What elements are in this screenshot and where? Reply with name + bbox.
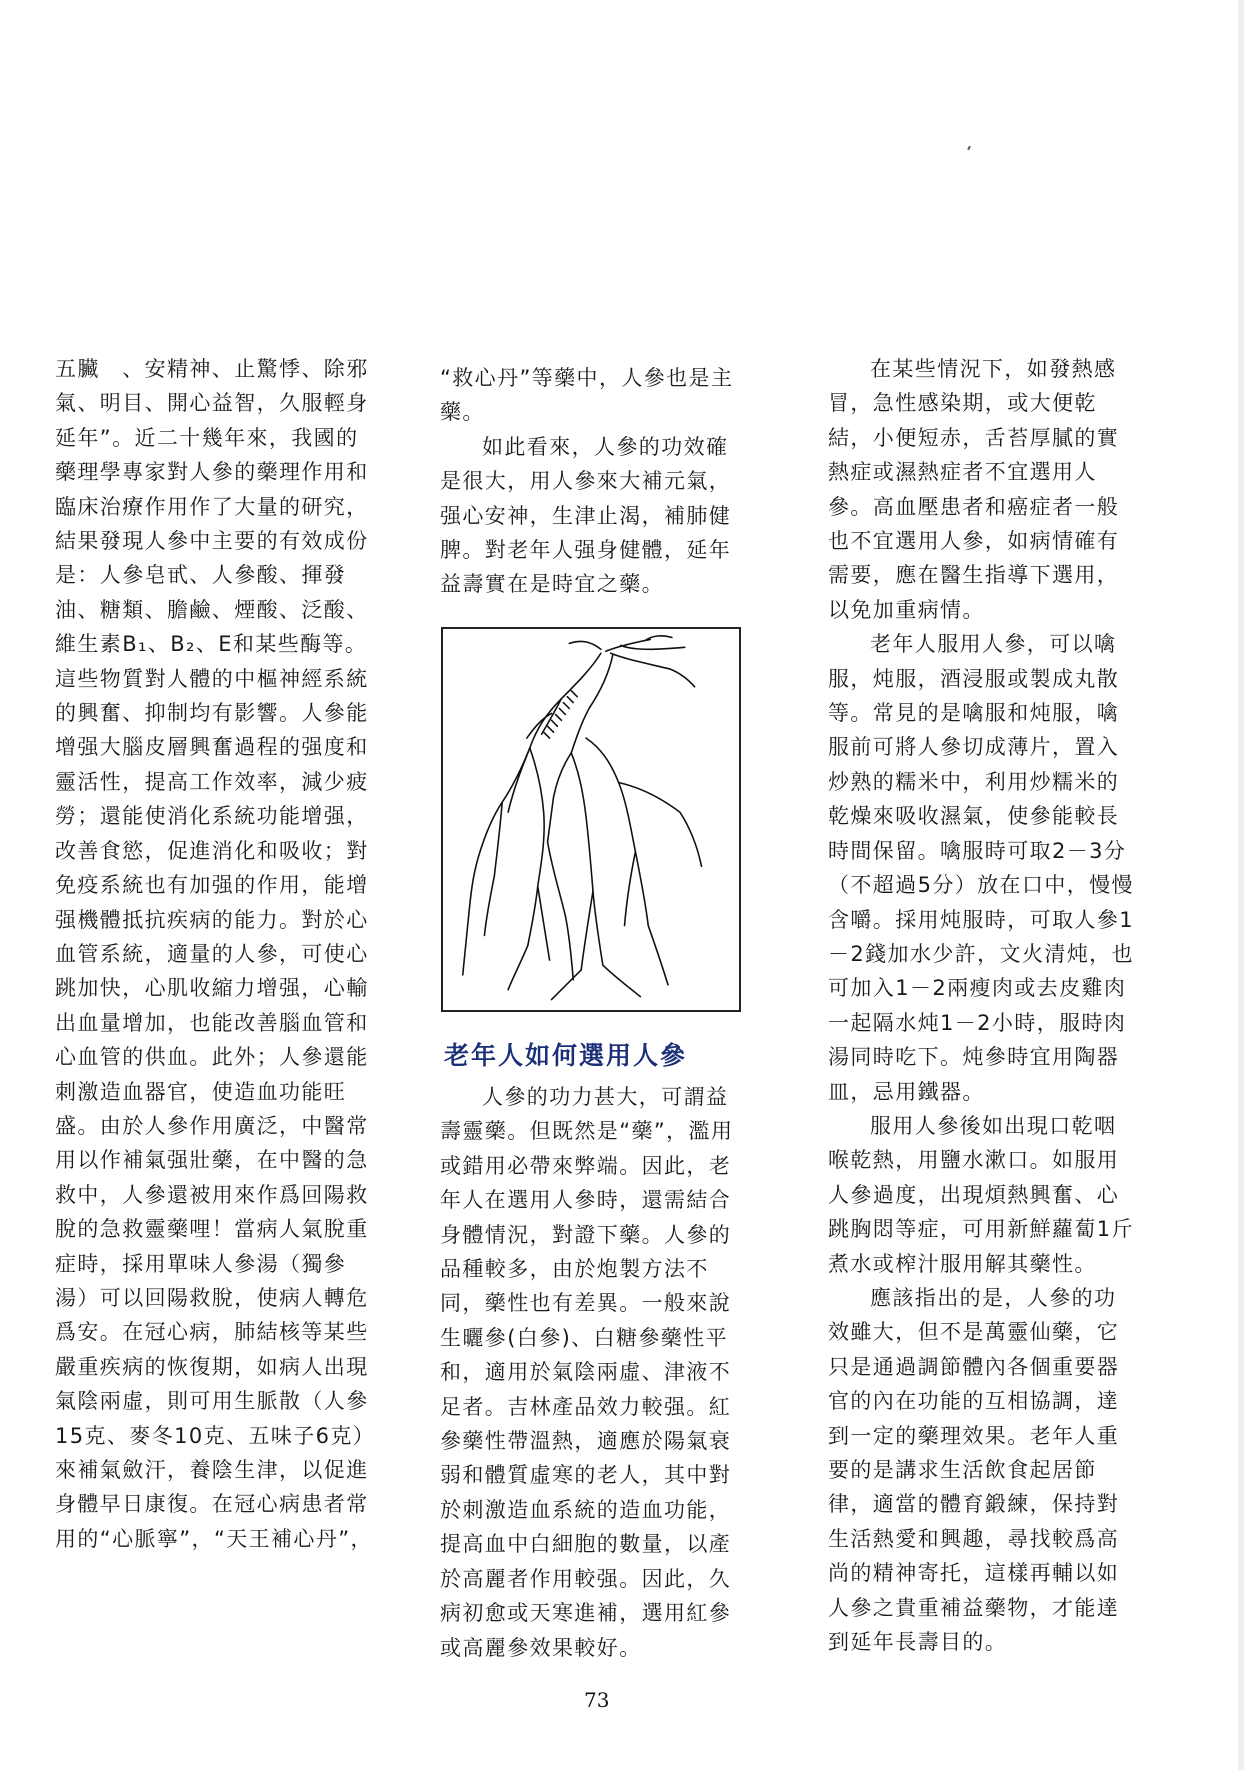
scan-edge xyxy=(1238,0,1244,1770)
left-column xyxy=(55,352,373,1556)
right-paragraph-2: 老年人服用人參，可以噙服，炖服，酒浸服或製成丸散等。常見的是噙服和炖服，噙服前可將人參切成薄片，置入炒熟的糯米中，利用炒糯米的乾燥來吸收濕氣，使參能較長時間保留。噙服時可取2－3分（不超過5分）放在口中，慢慢含嚼。採用炖服時，可取人參1－2錢加水少許，文火清炖，也可加入1－2兩瘦肉或去皮雞肉一起隔水炖1－2小時，服時肉湯同時吃下。炖參時宜用陶器皿，忌用鐵器。 xyxy=(828,632,1134,1104)
right-paragraph-1: 在某些情況下，如發熱感冒，急性感染期，或大便乾結，小便短赤，舌苔厚膩的實熱症或濕熱症者不宜選用人參。高血壓患者和癌症者一般也不宜選用人參，如病情確有需要，應在醫生指導下選用，以免加重病情。 xyxy=(828,357,1120,622)
middle-paragraph-1: “救心丹”等藥中，人參也是主藥。 xyxy=(440,366,734,425)
scan-speck xyxy=(967,146,971,150)
ginseng-root-icon xyxy=(443,629,739,1010)
middle-paragraph-2: 如此看來，人參的功效確是很大，用人參來大補元氣，强心安神，生津止渴，補肺健脾。對老年人强身健體，延年益壽實在是時宜之藥。 xyxy=(440,434,732,597)
ginseng-root-illustration xyxy=(441,627,741,1012)
page-number: 73 xyxy=(584,1688,610,1712)
section-heading: 老年人如何選用人參 xyxy=(444,1041,688,1070)
middle-column-bottom xyxy=(440,1080,744,1665)
left-column-paragraph: 五臟 、安精神、止驚悸、除邪氣、明目、開心益智，久服輕身延年”。近二十幾年來，我國的藥理學專家對人參的藥理作用和臨床治療作用作了大量的研究，結果發現人參中主要的有效成份是：人參皂甙、人參酸、揮發油、糖類、膽鹼、煙酸、泛酸、維生素B₁、B₂、E和某些酶等。這些物質對人體的中樞神經系統的興奮、抑制均有影響。人參能增强大腦皮層興奮過程的强度和靈活性，提高工作效率，減少疲勞；還能使消化系統功能增强，改善食慾，促進消化和吸收；對免疫系統也有加强的作用，能增强機體抵抗疾病的能力。對於心血管系統，適量的人參，可使心跳加快，心肌收縮力增强，心輸出血量增加，也能改善腦血管和心血管的供血。此外；人參還能刺激造血器官，使造血功能旺盛。由於人參作用廣泛，中醫常用以作補氣强壯藥，在中醫的急救中，人參還被用來作爲回陽救脫的急救靈藥哩！當病人氣脫重症時，採用單味人參湯（獨參湯）可以回陽救脫，使病人轉危爲安。在冠心病，肺結核等某些嚴重疾病的恢復期，如病人出現氣陰兩虛，則可用生脈散（人參15克、麥冬10克、五味子6克）來補氣斂汗，養陰生津，以促進身體早日康復。在冠心病患者常用的“心脈寧”，“天王補心丹”， xyxy=(55,357,373,1551)
right-paragraph-3: 服用人參後如出現口乾咽喉乾熱，用鹽水漱口。如服用人參過度，出現煩熱興奮、心跳胸悶等症，可用新鮮蘿蔔1斤煮水或榨汁服用解其藥性。 xyxy=(828,1113,1134,1276)
middle-column-top xyxy=(440,361,744,602)
middle-paragraph-3: 人參的功力甚大，可謂益壽靈藥。但既然是“藥”，濫用或錯用必帶來弊端。因此，老年人在選用人參時，還需結合身體情況，對證下藥。人參的品種較多，由於炮製方法不同，藥性也有差異。一般來說生曬參(白參)、白糖參藥性平和，適用於氣陰兩虛、津液不足者。吉林產品效力較强。紅參藥性帶溫熱，適應於陽氣衰弱和體質虛寒的老人，其中對於刺激造血系統的造血功能，提高血中白細胞的數量，以產於高麗者作用較强。因此，久病初愈或天寒進補，選用紅參或高麗參效果較好。 xyxy=(440,1085,734,1660)
right-column xyxy=(828,352,1134,1659)
right-paragraph-4: 應該指出的是，人參的功效雖大，但不是萬靈仙藥，它只是通過調節體內各個重要器官的內在功能的互相協調，達到一定的藥理效果。老年人重要的是講求生活飲食起居節律，適當的體育鍛練，保持對生活熱愛和興趣，尋找較爲高尚的精神寄托，這樣再輔以如人參之貴重補益藥物，才能達到延年長壽目的。 xyxy=(828,1285,1120,1655)
